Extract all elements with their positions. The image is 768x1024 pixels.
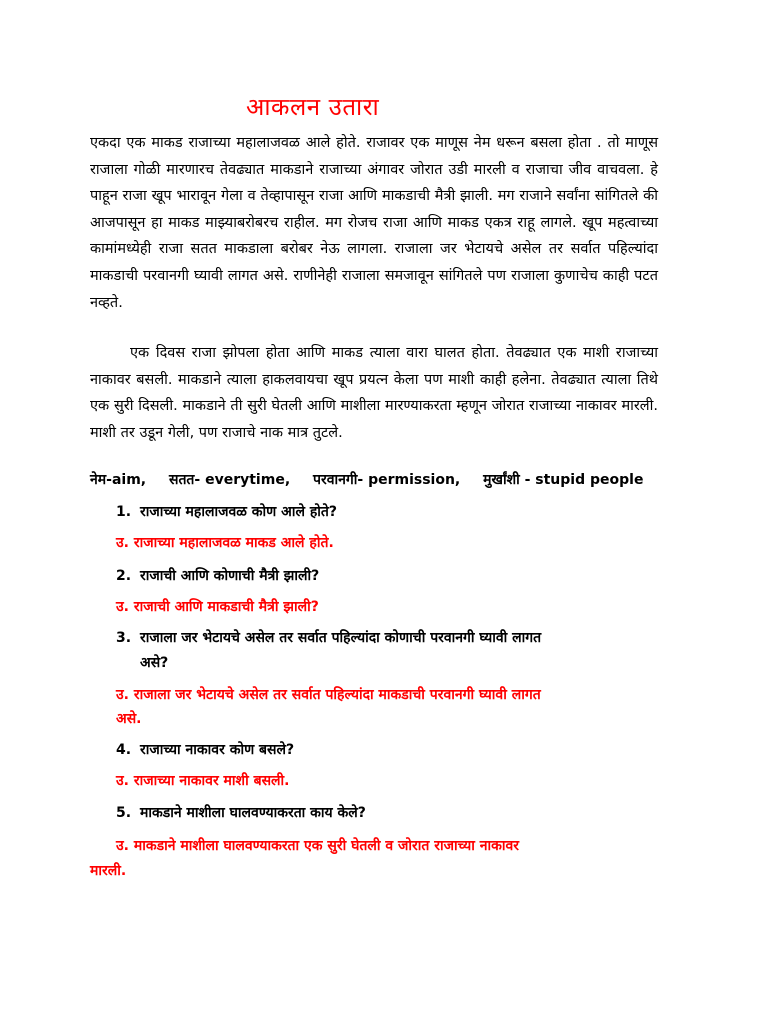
glossary-item: परवानगी- permission, bbox=[313, 472, 461, 488]
answer-3-continued: असे. bbox=[116, 711, 142, 727]
question-5 bbox=[116, 800, 676, 826]
answer-5-continued: मारली. bbox=[90, 863, 127, 879]
answer-4: उ. राजाच्या नाकावर माशी बसली. bbox=[116, 773, 290, 789]
question-number: 3. bbox=[116, 630, 132, 646]
answer-5: उ. माकडाने माशीला घालवण्याकरता एक सुरी घेतली व जोरात राजाच्या नाकावर bbox=[116, 838, 520, 854]
question-4 bbox=[116, 737, 676, 763]
question-text: माकडाने माशीला घालवण्याकरता काय केले? bbox=[140, 805, 366, 821]
glossary bbox=[90, 468, 690, 492]
question-text: राजाची आणि कोणाची मैत्री झाली? bbox=[140, 568, 320, 584]
question-number: 2. bbox=[116, 568, 132, 584]
answer-1: उ. राजाच्या महालाजवळ माकड आले होते. bbox=[116, 535, 334, 551]
question-2 bbox=[116, 563, 676, 589]
answer-3: उ. राजाला जर भेटायचे असेल तर सर्वात पहिल्यांदा माकडाची परवानगी घ्यावी लागत bbox=[116, 687, 541, 703]
question-number: 1. bbox=[116, 504, 132, 520]
glossary-item: नेम-aim, bbox=[90, 472, 147, 488]
question-number: 4. bbox=[116, 742, 132, 758]
question-text: राजाला जर भेटायचे असेल तर सर्वात पहिल्यांदा कोणाची परवानगी घ्यावी लागत bbox=[140, 630, 542, 646]
question-text: असे? bbox=[140, 655, 169, 671]
passage-paragraph-1: एकदा एक माकड राजाच्या महालाजवळ आले होते. राजावर एक माणूस नेम धरून बसला होता . तो माणूस राजाला गोळी मारणारच तेवढ्यात माकडाने राजाच्या अंगावर जोरात उडी मारली व राजाचा जीव वाचवला. हे पाहून राजा खूप भारावून गेला व तेव्हापासून राजा आणि माकडाची मैत्री झाली. मग राजाने सर्वांना सांगितले की आजपासून हा माकड माझ्याबरोबरच राहील. मग रोजच राजा आणि माकड एकत्र राहू लागले. खूप महत्वाच्या कामांमध्येही राजा सतत माकडाला बरोबर नेऊ लागला. राजाला जर भेटायचे असेल तर सर्वात पहिल्यांदा माकडाची परवानगी घ्यावी लागत असे. राणीनेही राजाला समजावून सांगितले पण राजाला कुणाचेच काही पटत नव्हते. bbox=[90, 135, 658, 311]
question-3 bbox=[116, 625, 676, 651]
glossary-item: मुर्खांशी - stupid people bbox=[483, 472, 644, 488]
passage-paragraph-2: एक दिवस राजा झोपला होता आणि माकड त्याला वारा घालत होता. तेवढ्यात एक माशी राजाच्या नाकावर बसली. माकडाने त्याला हाकलवायचा खूप प्रयत्न केला पण माशी काही हलेना. तेवढ्यात त्याला तिथे एक सुरी दिसली. माकडाने ती सुरी घेतली आणि माशीला मारण्याकरता म्हणून जोरात राजाच्या नाकावर मारली. माशी तर उडून गेली, पण राजाचे नाक मात्र तुटले. bbox=[90, 345, 658, 441]
question-number: 5. bbox=[116, 805, 132, 821]
page-title: आकलन उतारा bbox=[246, 93, 380, 121]
question-3-continued bbox=[116, 650, 676, 676]
glossary-item: सतत- everytime, bbox=[168, 472, 291, 488]
question-1 bbox=[116, 499, 676, 525]
answer-2: उ. राजाची आणि माकडाची मैत्री झाली? bbox=[116, 599, 319, 615]
question-text: राजाच्या महालाजवळ कोण आले होते? bbox=[140, 504, 337, 520]
question-text: राजाच्या नाकावर कोण बसले? bbox=[140, 742, 295, 758]
